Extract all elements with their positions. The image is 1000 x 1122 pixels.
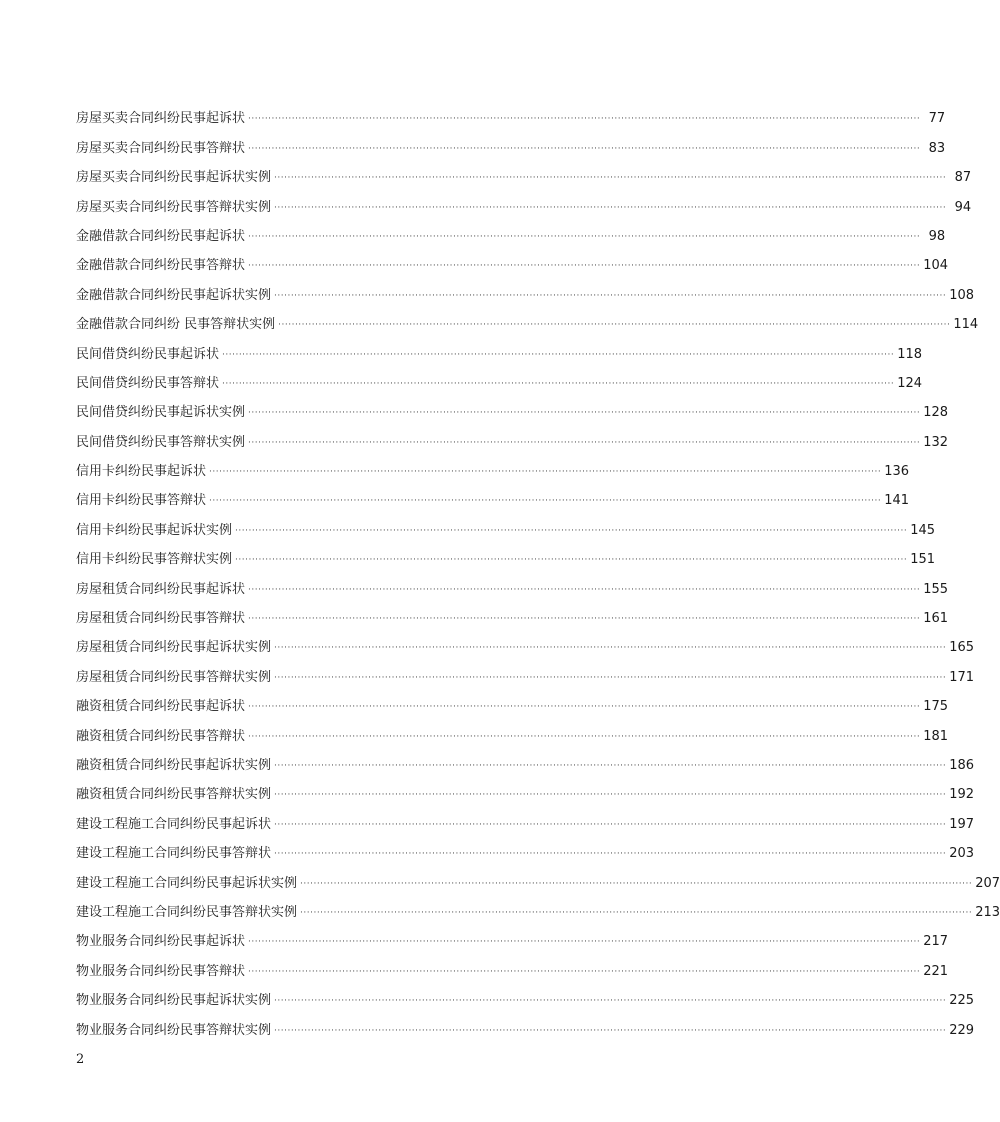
toc-entry-page: 165 <box>949 640 975 656</box>
toc-entry-page: 207 <box>975 875 1000 891</box>
toc-entry-page: 213 <box>975 904 1000 920</box>
toc-leader-dots: ········································································································································································································ <box>235 525 908 536</box>
toc-entry-page: 136 <box>884 464 910 480</box>
toc-leader-dots: ········································································································································································································ <box>222 349 895 360</box>
toc-leader-dots: ········································································································································································································ <box>235 555 908 566</box>
toc-leader-dots: ········································································································································································································ <box>248 731 921 742</box>
toc-entry-title: 房屋买卖合同纠纷民事起诉状 <box>76 111 246 127</box>
toc-entry[interactable] <box>76 394 949 423</box>
toc-entry[interactable] <box>76 511 936 540</box>
toc-entry-title: 信用卡纠纷民事答辩状实例 <box>76 552 233 568</box>
toc-leader-dots: ········································································································································································································ <box>274 173 947 184</box>
toc-leader-dots: ········································································································································································································ <box>274 672 947 683</box>
toc-entry[interactable] <box>76 982 975 1011</box>
toc-entry[interactable] <box>76 600 949 629</box>
toc-entry-page: 77 <box>928 111 946 127</box>
toc-entry-page: 151 <box>910 552 936 568</box>
toc-entry-page: 197 <box>949 816 975 832</box>
toc-entry-title: 融资租赁合同纠纷民事答辩状实例 <box>76 787 272 803</box>
toc-entry-page: 145 <box>910 522 936 538</box>
toc-leader-dots: ········································································································································································································ <box>274 290 947 301</box>
toc-entry[interactable] <box>76 129 946 158</box>
toc-leader-dots: ········································································································································································································ <box>222 378 895 389</box>
toc-entry[interactable] <box>76 747 975 776</box>
toc-entry-page: 186 <box>949 757 975 773</box>
toc-entry[interactable] <box>76 218 946 247</box>
toc-leader-dots: ········································································································································································································ <box>274 819 947 830</box>
toc-leader-dots: ········································································································································································································ <box>274 996 947 1007</box>
toc-entry-title: 物业服务合同纠纷民事起诉状 <box>76 934 246 950</box>
toc-entry-title: 房屋买卖合同纠纷民事答辩状实例 <box>76 199 272 215</box>
toc-leader-dots: ········································································································································································································ <box>248 966 921 977</box>
toc-entry-page: 87 <box>954 170 972 186</box>
toc-leader-dots: ········································································································································································································ <box>300 907 973 918</box>
toc-entry-title: 物业服务合同纠纷民事答辩状实例 <box>76 1022 272 1038</box>
toc-entry-title: 建设工程施工合同纠纷民事起诉状实例 <box>76 875 298 891</box>
toc-leader-dots: ········································································································································································································ <box>274 202 947 213</box>
toc-entry-page: 104 <box>923 258 949 274</box>
toc-entry-page: 141 <box>884 493 910 509</box>
toc-entry[interactable] <box>76 952 949 981</box>
toc-entry[interactable] <box>76 717 949 746</box>
toc-entry[interactable] <box>76 306 979 335</box>
toc-entry-page: 221 <box>923 963 949 979</box>
toc-leader-dots: ········································································································································································································ <box>248 702 921 713</box>
toc-leader-dots: ········································································································································································································ <box>274 643 947 654</box>
toc-entry[interactable] <box>76 688 949 717</box>
toc-entry-title: 金融借款合同纠纷民事起诉状 <box>76 228 246 244</box>
toc-entry[interactable] <box>76 805 975 834</box>
toc-entry-page: 124 <box>897 375 923 391</box>
toc-leader-dots: ········································································································································································································ <box>209 496 882 507</box>
toc-leader-dots: ········································································································································································································ <box>248 584 921 595</box>
toc-entry[interactable] <box>76 335 923 364</box>
toc-entry[interactable] <box>76 923 949 952</box>
toc-entry-page: 192 <box>949 787 975 803</box>
toc-entry-title: 金融借款合同纠纷 民事答辩状实例 <box>76 317 276 333</box>
toc-entry[interactable] <box>76 658 975 687</box>
toc-entry[interactable] <box>76 894 1000 923</box>
toc-entry-page: 128 <box>923 405 949 421</box>
toc-leader-dots: ········································································································································································································ <box>274 1025 947 1036</box>
toc-leader-dots: ········································································································································································································ <box>274 790 947 801</box>
toc-leader-dots: ········································································································································································································ <box>278 320 951 331</box>
toc-entry[interactable] <box>76 453 910 482</box>
toc-entry[interactable] <box>76 776 975 805</box>
toc-entry[interactable] <box>76 423 949 452</box>
toc-entry-title: 建设工程施工合同纠纷民事起诉状 <box>76 816 272 832</box>
toc-entry-title: 民间借贷纠纷民事起诉状实例 <box>76 405 246 421</box>
toc-entry[interactable] <box>76 100 946 129</box>
toc-leader-dots: ········································································································································································································ <box>248 143 921 154</box>
toc-entry-page: 132 <box>923 434 949 450</box>
toc-entry-title: 融资租赁合同纠纷民事答辩状 <box>76 728 246 744</box>
toc-entry-page: 108 <box>949 287 975 303</box>
toc-entry-page: 181 <box>923 728 949 744</box>
toc-entry-title: 融资租赁合同纠纷民事起诉状 <box>76 699 246 715</box>
toc-leader-dots: ········································································································································································································ <box>248 408 921 419</box>
toc-entry-title: 信用卡纠纷民事起诉状实例 <box>76 522 233 538</box>
toc-leader-dots: ········································································································································································································ <box>274 760 947 771</box>
toc-entry-title: 融资租赁合同纠纷民事起诉状实例 <box>76 757 272 773</box>
toc-entry-page: 171 <box>949 669 975 685</box>
toc-entry-title: 房屋买卖合同纠纷民事答辩状 <box>76 140 246 156</box>
toc-entry[interactable] <box>76 159 972 188</box>
toc-entry-title: 房屋租赁合同纠纷民事起诉状实例 <box>76 640 272 656</box>
toc-entry-page: 114 <box>953 317 979 333</box>
toc-entry-page: 225 <box>949 993 975 1009</box>
toc-leader-dots: ········································································································································································································ <box>248 937 921 948</box>
toc-entry-page: 161 <box>923 611 949 627</box>
toc-leader-dots: ········································································································································································································ <box>248 437 921 448</box>
toc-entry-title: 民间借贷纠纷民事起诉状 <box>76 346 220 362</box>
toc-entry-title: 金融借款合同纠纷民事起诉状实例 <box>76 287 272 303</box>
toc-entry-page: 175 <box>923 699 949 715</box>
toc-entry[interactable] <box>76 276 975 305</box>
toc-leader-dots: ········································································································································································································ <box>209 467 882 478</box>
toc-entry-page: 203 <box>949 846 975 862</box>
toc-entry-title: 房屋租赁合同纠纷民事答辩状实例 <box>76 669 272 685</box>
toc-entry-page: 83 <box>928 140 946 156</box>
toc-entry[interactable] <box>76 482 910 511</box>
toc-entry[interactable] <box>76 1011 975 1040</box>
toc-entry-title: 物业服务合同纠纷民事答辩状 <box>76 963 246 979</box>
toc-leader-dots: ········································································································································································································ <box>248 231 921 242</box>
toc-entry-title: 建设工程施工合同纠纷民事答辩状 <box>76 846 272 862</box>
toc-entry[interactable] <box>76 247 949 276</box>
toc-leader-dots: ········································································································································································································ <box>274 849 947 860</box>
toc-entry-title: 房屋买卖合同纠纷民事起诉状实例 <box>76 170 272 186</box>
toc-leader-dots: ········································································································································································································ <box>300 878 973 889</box>
toc-leader-dots: ········································································································································································································ <box>248 114 921 125</box>
toc-entry[interactable] <box>76 835 975 864</box>
toc-entry[interactable] <box>76 541 936 570</box>
toc-entry-page: 94 <box>954 199 972 215</box>
toc-leader-dots: ········································································································································································································ <box>248 614 921 625</box>
toc-entry-page: 118 <box>897 346 923 362</box>
toc-entry-title: 信用卡纠纷民事起诉状 <box>76 464 207 480</box>
toc-entry-title: 金融借款合同纠纷民事答辩状 <box>76 258 246 274</box>
toc-entry-title: 房屋租赁合同纠纷民事起诉状 <box>76 581 246 597</box>
page-number: 2 <box>76 1052 85 1067</box>
table-of-contents <box>76 100 1000 1041</box>
toc-entry-title: 民间借贷纠纷民事答辩状 <box>76 375 220 391</box>
toc-entry-title: 信用卡纠纷民事答辩状 <box>76 493 207 509</box>
toc-entry-page: 217 <box>923 934 949 950</box>
toc-entry[interactable] <box>76 629 975 658</box>
toc-entry[interactable] <box>76 365 923 394</box>
toc-entry[interactable] <box>76 570 949 599</box>
toc-entry-title: 建设工程施工合同纠纷民事答辩状实例 <box>76 904 298 920</box>
toc-entry-title: 房屋租赁合同纠纷民事答辩状 <box>76 611 246 627</box>
toc-entry-page: 229 <box>949 1022 975 1038</box>
toc-entry-title: 物业服务合同纠纷民事起诉状实例 <box>76 993 272 1009</box>
toc-entry-page: 98 <box>928 228 946 244</box>
toc-entry-page: 155 <box>923 581 949 597</box>
toc-entry[interactable] <box>76 864 1000 893</box>
toc-entry-title: 民间借贷纠纷民事答辩状实例 <box>76 434 246 450</box>
toc-entry[interactable] <box>76 188 972 217</box>
toc-leader-dots: ········································································································································································································ <box>248 261 921 272</box>
